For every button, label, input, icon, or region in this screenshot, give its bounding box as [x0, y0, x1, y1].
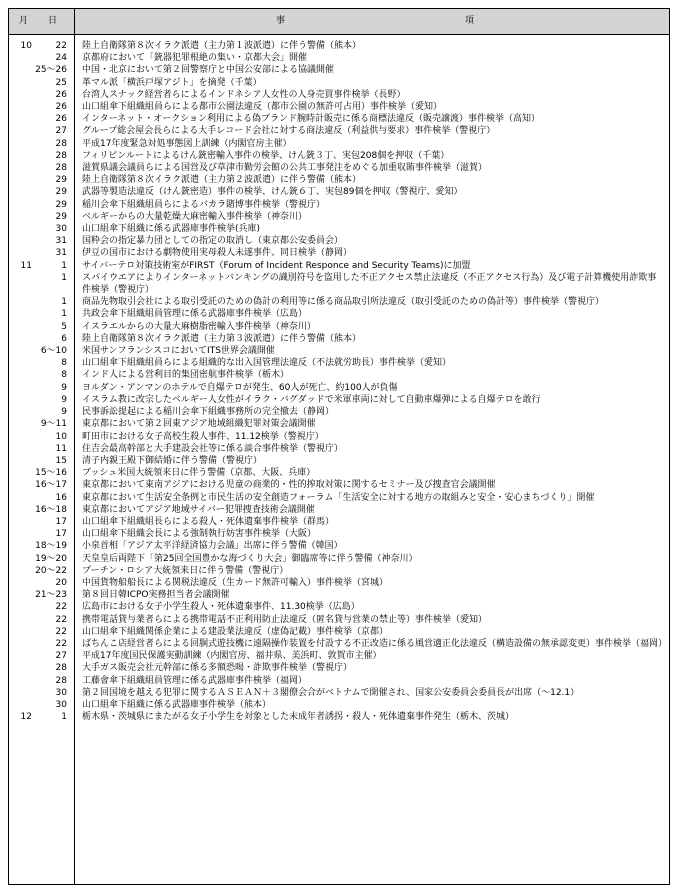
table-row: [9, 394, 669, 406]
table-row: [9, 113, 669, 125]
header-event-2: 項: [465, 16, 475, 26]
table-row: [9, 89, 669, 101]
table-row: [9, 211, 669, 223]
table-row: [9, 296, 669, 308]
table-row: [9, 369, 669, 381]
row-day: 19～20: [35, 553, 67, 564]
row-event: ぱちんこ店経営者らによる回胴式遊技機に遠隔操作装置を付設する不正改造に係る風営適正化法違反（構造設備の無承認変更）事件検挙（福岡）: [82, 638, 668, 649]
table-row: [9, 101, 669, 113]
row-event: 平成17年度緊急対処事態図上訓練（内閣官房主催）: [82, 138, 292, 149]
table-row: [9, 223, 669, 235]
table-row: [9, 455, 669, 467]
row-event: 民事訴訟提起による稲川会傘下組織事務所の完全撤去（静岡）: [82, 407, 335, 418]
row-day: 1: [61, 309, 67, 320]
row-event: 陸上自衛隊第８次イラク派遣（主力第２波派遣）に伴う警備（熊本）: [82, 175, 362, 186]
table-row: [9, 431, 669, 443]
row-event: 小泉首相「アジア太平洋経済協力会議」出席に伴う警備（韓国）: [82, 541, 343, 552]
row-day: 1: [61, 272, 67, 283]
table-row: [9, 675, 669, 687]
row-day: 28: [55, 150, 67, 161]
row-event: 住吉会最高幹部と大手建設会社等に係る談合事件検挙（警視庁）: [82, 443, 344, 454]
row-event: 京都府において「銃器犯罪根絶の集い・京都大会」開催: [82, 53, 308, 64]
row-day: 16～18: [35, 504, 67, 515]
row-event: 陸上自衛隊第８次イラク派遣（主力第３波派遣）に伴う警備（熊本）: [82, 333, 362, 344]
table-row: [9, 125, 669, 137]
header-divider: [74, 9, 75, 34]
row-day: 31: [55, 248, 67, 259]
table-row: [9, 345, 669, 357]
row-event: 天皇皇后両陛下「第25回全国豊かな海づくり大会」御臨席等に伴う警備（神奈川）: [82, 553, 418, 564]
row-month: 10: [20, 41, 32, 51]
row-day: 24: [55, 53, 67, 64]
row-day: 25: [55, 77, 67, 88]
table-row: [9, 528, 669, 540]
row-day: 22: [55, 614, 67, 625]
table-row: [9, 174, 669, 186]
row-event: 山口組傘下組織に係る武器庫事件検挙（熊本）: [82, 699, 272, 710]
table-row: [9, 77, 669, 89]
row-event: イスラム教に改宗したベルギー人女性がイラク・バグダッドで米軍車両に対して自動車爆弾による自爆テロを敢行: [82, 394, 541, 405]
row-day: 6～10: [40, 346, 67, 357]
table-row: [9, 418, 669, 430]
row-day: 17: [55, 529, 67, 540]
row-event: 台湾人スナック経営者らによるインドネシア人女性の人身売買事件検挙（長野）: [82, 89, 406, 100]
row-month: 11: [20, 260, 32, 271]
table-row: [9, 699, 669, 711]
row-day: 29: [55, 211, 67, 222]
row-event: 東京都において生活安全条例と市民生活の安全創造フォーラム「生活安全に対する地方の取組みと安全・安心まちづくり」開催: [82, 492, 595, 503]
row-day: 9: [61, 382, 67, 393]
table-row: [9, 614, 669, 626]
table-row: [9, 260, 669, 272]
row-day: 28: [55, 163, 67, 174]
row-day: 27: [55, 651, 67, 662]
table-row: [9, 443, 669, 455]
row-day: 28: [55, 663, 67, 674]
row-day: 10: [55, 431, 67, 442]
header-month: 月: [19, 16, 29, 26]
row-event: 平成17年度国民保護実動訓練（内閣官房、福井県、美浜町、敦賀市主催）: [82, 651, 382, 662]
row-day: 30: [55, 687, 67, 698]
table-row: [9, 235, 669, 247]
row-event: ブッシュ米国大統領来日に伴う警備（京都、大阪、兵庫）: [82, 468, 316, 479]
table-row: [9, 162, 669, 174]
row-day: 22: [55, 638, 67, 649]
table-row: [9, 247, 669, 259]
table-row: [9, 638, 669, 650]
row-day: 11: [55, 443, 67, 454]
table-row: [9, 199, 669, 211]
table-row: [9, 601, 669, 613]
row-event: 携帯電話貸与業者らによる携帯電話不正利用防止法違反（匿名貸与営業の禁止等）事件検挙（愛知）: [82, 614, 488, 625]
row-event: 東京都において東南アジアにおける児童の商業的・性的搾取対策に関するセミナー及び捜査官会議開催: [82, 480, 496, 491]
table-row: [9, 589, 669, 601]
row-day: 25～26: [35, 65, 67, 76]
table-row: [9, 540, 669, 552]
row-event: フィリピンルートによるけん銃密輸入事件の検挙、けん銃３丁、実包208個を押収（千葉）: [82, 150, 450, 161]
row-event: 稲川会傘下組織組員らによるバカラ賭博事件検挙（警視庁）: [82, 199, 326, 210]
row-day: 21～23: [35, 590, 67, 601]
table-row: [9, 516, 669, 528]
row-day: 16～17: [35, 480, 67, 491]
row-day: 16: [55, 492, 67, 503]
row-month: 12: [20, 712, 32, 723]
row-event: イスラエルからの大量大麻樹脂密輸入事件検挙（神奈川）: [82, 321, 316, 332]
table-row: [9, 565, 669, 577]
row-event: サイバーテロ対策技術室がFIRST（Forum of Incident Responce and Security Teams)に加盟: [82, 260, 471, 271]
row-event: 山口組傘下組織に係る武器庫事件検挙(兵庫): [82, 224, 261, 235]
table-row: [9, 687, 669, 699]
row-day: 1: [61, 260, 67, 271]
row-day: 22: [55, 602, 67, 613]
table-row: [9, 479, 669, 491]
row-day: 9: [61, 407, 67, 418]
row-event: 町田市における女子高校生殺人事件、11.12検挙（警視庁）: [82, 431, 324, 442]
table-row: [9, 504, 669, 516]
row-event: 共政会傘下組織組員管理に係る武器庫事件検挙（広島）: [82, 309, 308, 320]
row-event: 清子内親王殿下御結婚に伴う警備（警視庁）: [82, 455, 263, 466]
row-event: 山口組傘下組織組員らによる組織的な出入国管理法違反（不法就労助長）事件検挙（愛知）: [82, 358, 452, 369]
row-event: 山口組傘下組織組長らによる殺人・死体遺棄事件検挙（群馬）: [82, 516, 335, 527]
row-day: 31: [55, 236, 67, 247]
row-day: 9: [61, 394, 67, 405]
table-row: [9, 52, 669, 64]
row-event: 山口組傘下組織組員らによる都市公園法違反（都市公園の無許可占用）事件検挙（愛知）: [82, 102, 443, 113]
row-day: 29: [55, 187, 67, 198]
row-event: 大手ガス販売会社元幹部に係る多額恐喝・詐欺事件検挙（警視庁）: [82, 663, 353, 674]
table-row: [9, 492, 669, 504]
row-day: 28: [55, 675, 67, 686]
row-event: 米国サンフランシスコにおいてITS世界会議開催: [82, 346, 275, 357]
row-event: 伊豆の国市における劇物使用実母殺人未遂事件、同日検挙（静岡）: [82, 248, 353, 259]
row-day: 18～19: [35, 541, 67, 552]
table-header: [9, 9, 669, 35]
table-row: [9, 711, 669, 723]
row-day: 30: [55, 699, 67, 710]
table-row: [9, 150, 669, 162]
table-row: [9, 64, 669, 76]
table-row: [9, 357, 669, 369]
row-event: 武器等製造法違反（けん銃密造）事件の検挙、けん銃６丁、実包89個を押収（警視庁、愛知）: [82, 187, 463, 198]
table-row: [9, 650, 669, 662]
row-day: 6: [61, 333, 67, 344]
row-day: 26: [55, 114, 67, 125]
row-event: 中国貨物船船長による関税法違反（生カード無許可輸入）事件検挙（宮城）: [82, 577, 389, 588]
row-event: 陸上自衛隊第８次イラク派遣（主力第１波派遣）に伴う警備（熊本）: [82, 41, 362, 51]
row-day: 22: [55, 41, 67, 51]
row-event: プーチン・ロシア大統領来日に伴う警備（警視庁）: [82, 565, 289, 576]
row-day: 8: [61, 358, 67, 369]
row-event: 第８回日韓ICPO実務担当者会議開催: [82, 590, 230, 601]
table-row: [9, 406, 669, 418]
row-day: 26: [55, 89, 67, 100]
row-day: 1: [61, 712, 67, 723]
row-event: ベルギーからの大量乾燥大麻密輸入事件検挙（神奈川）: [82, 211, 308, 222]
table-row: [9, 272, 669, 296]
table-row: [9, 308, 669, 320]
row-event: 広島市における女子小学生殺人・死体遺棄事件、11.30検挙（広島）: [82, 602, 360, 613]
row-event: 滋賀県議会議員らによる国営及び草津市勤労会館の公共工事発注をめぐる加重収賄事件検挙（滋賀）: [82, 163, 488, 174]
table-body: [9, 40, 669, 723]
row-event: 山口組傘下組織関係企業による建設業法違反（虚偽記載）事件検挙（京都）: [82, 626, 389, 637]
row-event: 国粋会の指定暴力団としての指定の取消し（東京都公安委員会）: [82, 236, 344, 247]
row-event: インド人による営利目的集団密航事件検挙（栃木）: [82, 370, 290, 381]
table-row: [9, 553, 669, 565]
table-row: [9, 40, 669, 52]
table-row: [9, 321, 669, 333]
row-event: 工藤會傘下組織組員管理に係る武器庫事件検挙（福岡）: [82, 675, 308, 686]
row-day: 17: [55, 516, 67, 527]
row-day: 28: [55, 138, 67, 149]
header-day: 日: [48, 16, 58, 26]
row-day: 20: [55, 577, 67, 588]
row-event: 東京都においてアジア地域サイバー犯罪捜査技術会議開催: [82, 504, 315, 515]
row-event: 東京都において第２回東アジア地域組織犯罪対策会議開催: [82, 419, 316, 430]
table-row: [9, 138, 669, 150]
header-event-1: 事: [276, 16, 286, 26]
row-day: 27: [55, 126, 67, 137]
row-day: 30: [55, 224, 67, 235]
table-row: [9, 662, 669, 674]
row-event: 商品先物取引会社による取引受託のための偽計の利用等に係る商品取引所法違反（取引受託のための偽計等）事件検挙（警視庁）: [82, 297, 605, 308]
row-day: 5: [61, 321, 67, 332]
table-row: [9, 577, 669, 589]
row-day: 20～22: [35, 565, 67, 576]
row-day: 29: [55, 199, 67, 210]
row-event: グループ総会屋会長らによる大手レコード会社に対する商法違反（利益供与要求）事件検挙（警視庁）: [82, 126, 496, 137]
table-row: [9, 333, 669, 345]
row-event: 中国・北京において第２回警察庁と中国公安部による協議開催: [82, 65, 335, 76]
row-day: 1: [61, 297, 67, 308]
events-table: [8, 8, 670, 885]
table-row: [9, 382, 669, 394]
row-event: 栃木県・茨城県にまたがる女子小学生を対象とした未成年者誘拐・殺人・死体遺棄事件発生（栃木、茨城）: [82, 712, 515, 723]
row-event: 山口組傘下組織会長による強制執行妨害事件検挙（大阪）: [82, 529, 317, 540]
row-day: 15: [55, 455, 67, 466]
row-event: スパイウエアによりインターネットバンキングの識別符号を盗用した不正アクセス禁止法違反（不正アクセス行為）及び電子計算機使用詐欺事件検挙（警視庁）: [82, 272, 657, 296]
row-day: 26: [55, 102, 67, 113]
table-row: [9, 467, 669, 479]
row-event: 革マル派「横浜戸塚アジト」を摘発（千葉）: [82, 77, 262, 88]
table-row: [9, 186, 669, 198]
row-event: ヨルダン・アンマンのホテルで自爆テロが発生、60人が死亡、約100人が負傷: [82, 382, 398, 393]
row-day: 8: [61, 370, 67, 381]
row-day: 29: [55, 175, 67, 186]
row-event: 第２回国境を越える犯罪に関するＡＳＥＡＮ＋３閣僚会合がベトナムで開催され、国家公安委員会委員長が出席（～12.1）: [82, 687, 580, 698]
row-day: 15～16: [35, 468, 67, 479]
table-row: [9, 626, 669, 638]
row-day: 22: [55, 626, 67, 637]
row-event: インターネット・オークション利用による偽ブランド腕時計販売に係る商標法違反（販売譲渡）事件検挙（高知）: [82, 114, 541, 125]
row-day: 9～11: [40, 419, 67, 430]
